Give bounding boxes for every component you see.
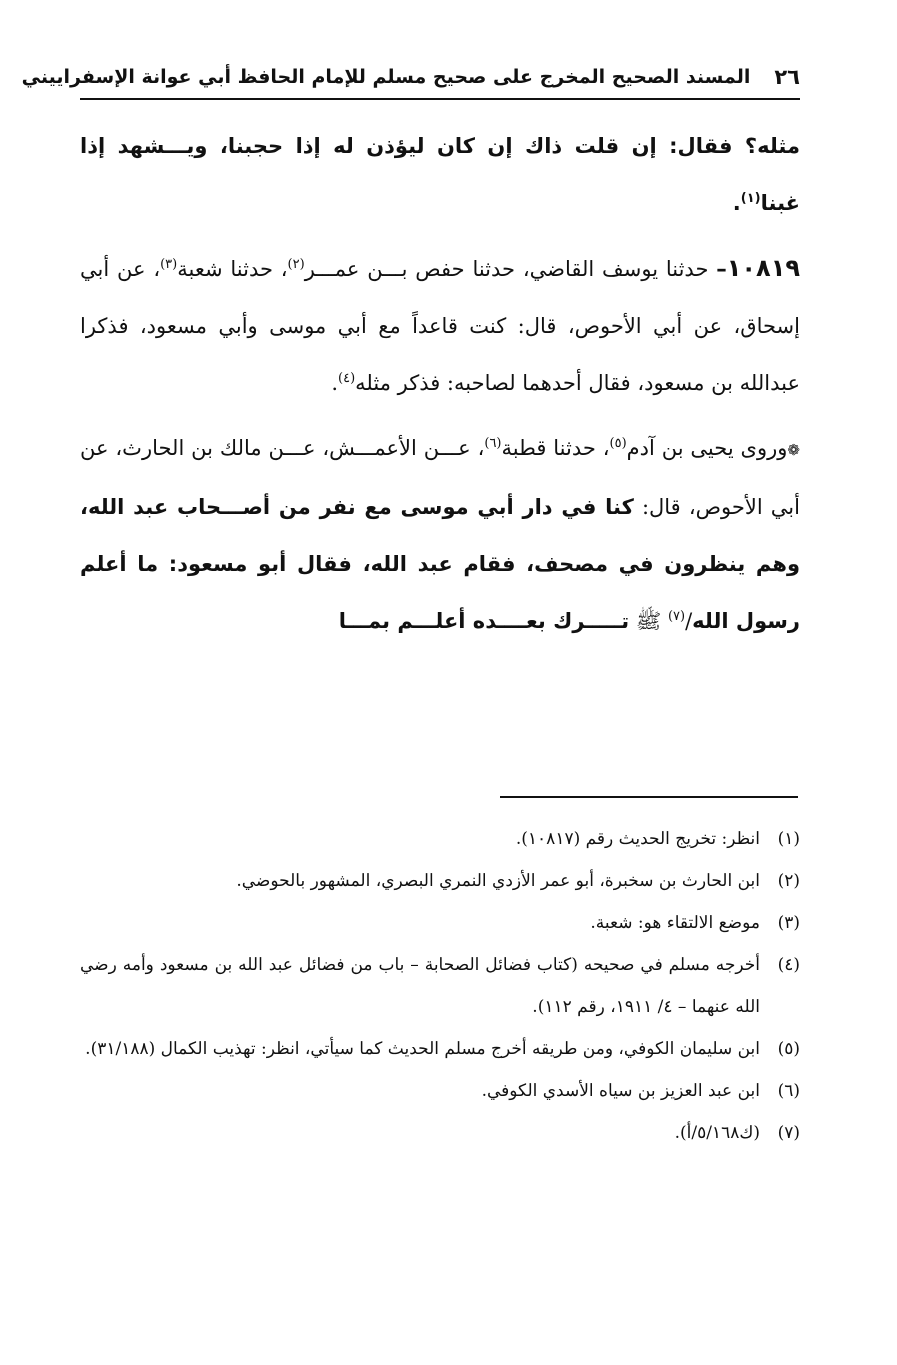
footnote xyxy=(80,1112,800,1154)
ref-4: (٤) xyxy=(338,371,356,386)
footnotes xyxy=(80,818,800,1154)
footnote-number: (٣) xyxy=(777,913,800,933)
footnote xyxy=(80,1070,800,1112)
ref-7: (٧) xyxy=(667,609,686,624)
footnote-number: (٢) xyxy=(777,871,800,891)
footnote-rule xyxy=(500,796,798,798)
paragraph-3 xyxy=(80,420,800,650)
paragraph-2 xyxy=(80,240,800,412)
p3-text-2: ، حدثنا قطبة xyxy=(501,436,610,460)
footnote-number: (٥) xyxy=(777,1039,800,1059)
footnote-number: (٤) xyxy=(777,955,800,975)
footnote-text: ابن عبد العزيز بن سياه الأسدي الكوفي. xyxy=(481,1081,760,1101)
ref-5: (٥) xyxy=(609,436,627,451)
footnote-text: موضع الالتقاء هو: شعبة. xyxy=(590,913,760,933)
footnote-number: (١) xyxy=(777,829,800,849)
footnote-text: (ك٥/١٦٨/أ). xyxy=(674,1123,760,1143)
paragraph-1 xyxy=(80,118,800,232)
footnote-text: أخرجه مسلم في صحيحه (كتاب فضائل الصحابة – باب من فضائل عبد الله بن مسعود وأمه رضي الله عنهما – ٤/ ١٩١١، رقم ١١٢). xyxy=(80,955,760,1017)
footnote-text: ابن الحارث بن سخبرة، أبو عمر الأزدي النمري البصري، المشهور بالحوضي. xyxy=(236,871,760,891)
footnote-number: (٧) xyxy=(777,1123,800,1143)
hadith-number: ١٠٨١٩ xyxy=(726,254,800,282)
footnote xyxy=(80,944,800,1028)
ref-2: (٢) xyxy=(287,257,305,272)
footnote-text: ابن سليمان الكوفي، ومن طريقه أخرج مسلم الحديث كما سيأتي، انظر: تهذيب الكمال (٣١/١٨٨). xyxy=(85,1039,760,1059)
p3-text-1: وروى يحيى بن آدم xyxy=(626,436,788,460)
book-title: المسند الصحيح المخرج على صحيح مسلم للإمام الحافظ أبي عوانة الإسفراييني xyxy=(21,66,751,88)
p1-text: مثله؟ فقال: إن قلت ذاك إن كان ليؤذن له إذا حجبنا، ويـــشهد إذا غبنا xyxy=(80,134,800,215)
p2-end: . xyxy=(331,371,338,395)
p3-bold-1: كنا في دار أبي موسى مع نفر من أصـــحاب عبد الله، وهم ينظرون في مصحف، فقام عبد الله، فقال أبو مسعود: ما أعلم رسول الله xyxy=(80,495,800,633)
ref-6: (٦) xyxy=(484,436,502,451)
salawat-glyph: ﷺ xyxy=(635,609,662,633)
p2-text-1: حدثنا يوسف القاضي، حدثنا حفص بـــن عمـــر xyxy=(304,257,709,281)
footnote-number: (٦) xyxy=(777,1081,800,1101)
p3-text-3: ، عـــن الأعمـــش، عـــن مالك بن الحارث، عن أبي الأحوص، قال: xyxy=(80,436,800,519)
ref-3: (٣) xyxy=(160,257,178,272)
footnote xyxy=(80,818,800,860)
hadith-dash: – xyxy=(716,257,727,281)
footnote xyxy=(80,860,800,902)
p3-slash: / xyxy=(685,609,693,633)
page-number: ٢٦ xyxy=(774,65,800,89)
running-header xyxy=(21,58,800,96)
main-text xyxy=(80,118,800,658)
ref-1: (١) xyxy=(740,191,761,206)
star-ornament: ❁ xyxy=(787,441,800,459)
p2-text-3: ، عن أبي إسحاق، عن أبي الأحوص، قال: كنت قاعداً مع أبي موسى وأبي مسعود، فذكرا عبدالله بن مسعود، فقال أحدهما لصاحبه: فذكر مثله xyxy=(80,257,800,395)
footnote xyxy=(80,1028,800,1070)
p2-text-2: ، حدثنا شعبة xyxy=(177,257,288,281)
footnote xyxy=(80,902,800,944)
header-rule xyxy=(80,98,800,100)
p3-bold-2: تـــــرك بعــــده أعلـــم بمـــا xyxy=(338,609,630,633)
footnote-text: انظر: تخريج الحديث رقم (١٠٨١٧). xyxy=(515,829,760,849)
p1-end: . xyxy=(732,191,741,215)
